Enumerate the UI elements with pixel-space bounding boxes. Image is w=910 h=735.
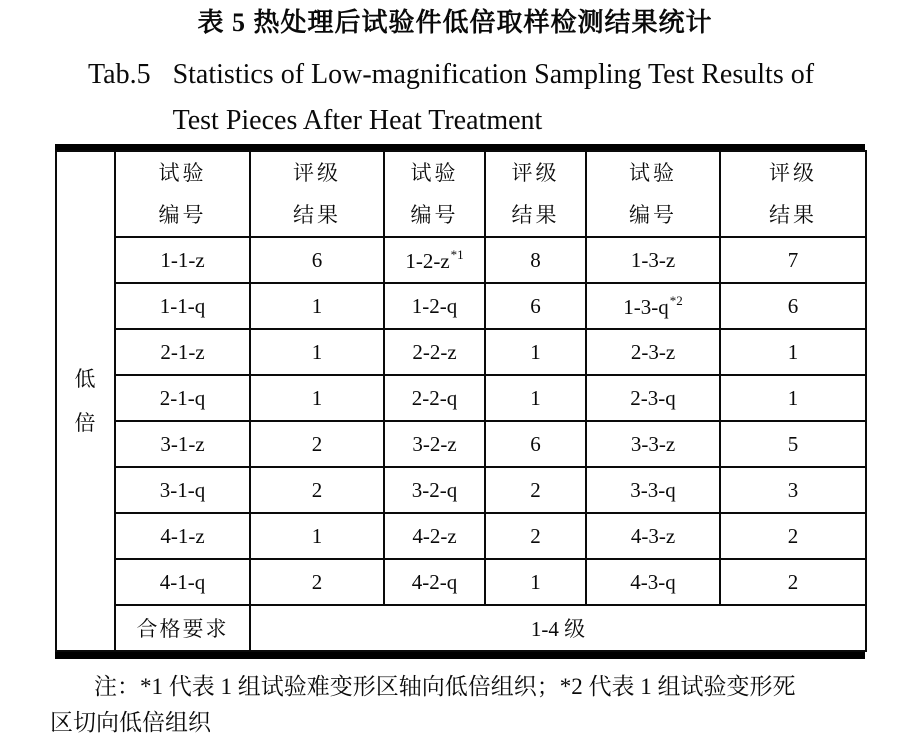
cell-test-id	[384, 513, 485, 559]
cell-text: 4-1-q	[159, 569, 206, 594]
pass-requirement-value: 1-4 级	[250, 605, 866, 651]
pass-requirement-label: 合格要求	[115, 605, 250, 651]
row-group-label-char: 倍	[74, 411, 97, 435]
header-cell	[384, 151, 485, 237]
cell-rating	[485, 421, 586, 467]
cell-text: 2-1-q	[159, 385, 206, 410]
table-row	[56, 237, 866, 283]
cell-rating	[250, 375, 384, 421]
cell-rating	[250, 329, 384, 375]
cell-test-id	[115, 513, 250, 559]
cell-test-id	[115, 237, 250, 283]
cell-test-id	[586, 237, 720, 283]
cell-text: 2-3-q	[630, 385, 676, 410]
cell-text: 2	[787, 523, 799, 548]
table-title-en-line1: Statistics of Low-magnification Sampling Test Results of	[172, 59, 815, 90]
cell-rating	[250, 283, 384, 329]
cell-rating	[485, 513, 586, 559]
cell-text: 1-1-q	[159, 293, 206, 318]
cell-text: 4-3-z	[630, 523, 676, 548]
cell-text: 5	[787, 431, 799, 456]
table-title-en-text	[173, 52, 814, 144]
cell-test-id	[384, 375, 485, 421]
cell-text: 1	[311, 523, 323, 548]
cell-test-id	[115, 467, 250, 513]
cell-rating	[485, 329, 586, 375]
header-cell	[586, 151, 720, 237]
footnote-line2: 区切向低倍组织	[50, 710, 211, 735]
cell-text: 2-1-z	[160, 339, 205, 364]
cell-rating	[720, 513, 866, 559]
cell-text: 1	[311, 339, 323, 364]
cell-text: 1	[787, 339, 799, 364]
cell-text: 1-3-q	[623, 294, 669, 319]
cell-test-id	[586, 513, 720, 559]
table-title-zh: 表 5 热处理后试验件低倍取样检测结果统计	[197, 8, 713, 37]
cell-test-id	[586, 283, 720, 329]
cell-text: 8	[530, 247, 541, 272]
cell-text: 3-2-z	[412, 431, 457, 456]
cell-text: 3-2-q	[411, 477, 458, 502]
cell-test-id	[115, 421, 250, 467]
cell-test-id	[115, 329, 250, 375]
cell-rating	[485, 559, 586, 605]
table-title-en	[88, 52, 910, 144]
cell-text: 2	[530, 523, 541, 548]
cell-text: 1-3-z	[630, 247, 676, 272]
cell-text: 1-2-q	[411, 293, 458, 318]
cell-text: 6	[530, 293, 541, 318]
results-table-body	[56, 151, 866, 651]
cell-text: 2-2-q	[411, 385, 458, 410]
cell-text: 1	[787, 385, 799, 410]
header-line2: 结果	[511, 203, 560, 227]
cell-text: 2	[311, 477, 323, 502]
table-row	[56, 421, 866, 467]
table-row	[56, 283, 866, 329]
table-number-label: Tab.5	[88, 59, 151, 90]
cell-rating	[485, 467, 586, 513]
cell-rating	[720, 237, 866, 283]
header-line1: 评级	[769, 161, 817, 185]
header-line2: 结果	[293, 203, 341, 227]
cell-text: 4-2-z	[412, 523, 457, 548]
cell-rating	[485, 237, 586, 283]
cell-text: 6	[530, 431, 541, 456]
cell-test-id	[384, 283, 485, 329]
table-row	[56, 467, 866, 513]
cell-test-id	[384, 421, 485, 467]
table-title-en-line2: Test Pieces After Heat Treatment	[172, 105, 543, 136]
cell-rating	[250, 513, 384, 559]
cell-test-id	[586, 375, 720, 421]
header-line1: 试验	[629, 161, 677, 185]
footnote	[50, 669, 865, 735]
cell-test-id	[384, 467, 485, 513]
cell-rating	[250, 237, 384, 283]
cell-test-id	[115, 375, 250, 421]
cell-text: 3-1-q	[159, 477, 206, 502]
cell-text: 1-2-z	[405, 248, 450, 273]
cell-rating	[485, 283, 586, 329]
table-row	[56, 329, 866, 375]
cell-rating	[720, 421, 866, 467]
cell-test-id	[586, 467, 720, 513]
cell-text: 1	[311, 385, 323, 410]
cell-text: 1	[530, 385, 541, 410]
header-line1: 评级	[511, 161, 560, 185]
header-cell	[115, 151, 250, 237]
table-header-row	[56, 151, 866, 237]
cell-rating	[720, 559, 866, 605]
cell-rating	[250, 421, 384, 467]
cell-text: 4-1-z	[160, 523, 205, 548]
header-cell	[720, 151, 866, 237]
results-table	[55, 150, 867, 652]
cell-text: 1	[530, 569, 541, 594]
cell-text: 4-2-q	[411, 569, 458, 594]
cell-text: 4-3-q	[630, 569, 676, 594]
cell-text: 1-1-z	[160, 247, 205, 272]
cell-text: 1	[530, 339, 541, 364]
cell-test-id	[586, 421, 720, 467]
cell-test-id	[384, 329, 485, 375]
footnote-marker: *2	[669, 292, 683, 308]
header-line2: 结果	[769, 203, 817, 227]
cell-text: 2	[311, 569, 323, 594]
header-line1: 试验	[158, 161, 207, 185]
cell-text: 2	[530, 477, 541, 502]
cell-text: 3-3-z	[630, 431, 676, 456]
cell-text: 2	[787, 569, 799, 594]
cell-rating	[720, 283, 866, 329]
results-table-frame	[55, 144, 865, 659]
header-line1: 试验	[410, 161, 459, 185]
table-row	[56, 375, 866, 421]
cell-test-id	[115, 283, 250, 329]
header-line2: 编号	[629, 203, 677, 227]
pass-requirement-row	[56, 605, 866, 651]
cell-text: 1	[311, 293, 323, 318]
footnote-line1: 注：*1 代表 1 组试验难变形区轴向低倍组织；*2 代表 1 组试验变形死	[94, 674, 796, 699]
cell-test-id	[586, 559, 720, 605]
cell-test-id	[384, 559, 485, 605]
cell-text: 2	[311, 431, 323, 456]
cell-text: 2-2-z	[412, 339, 457, 364]
header-line2: 编号	[158, 203, 207, 227]
cell-text: 2-3-z	[630, 339, 676, 364]
cell-text: 3-3-q	[630, 477, 676, 502]
cell-test-id	[384, 237, 485, 283]
cell-test-id	[586, 329, 720, 375]
footnote-marker: *1	[450, 246, 464, 262]
cell-text: 3	[787, 477, 799, 502]
row-group-label	[56, 151, 115, 651]
table-row	[56, 559, 866, 605]
cell-test-id	[115, 559, 250, 605]
cell-text: 6	[787, 293, 799, 318]
header-line2: 编号	[410, 203, 459, 227]
header-line1: 评级	[293, 161, 341, 185]
row-group-label-char: 低	[74, 367, 97, 391]
cell-rating	[720, 467, 866, 513]
cell-rating	[250, 559, 384, 605]
cell-text: 3-1-z	[160, 431, 205, 456]
cell-rating	[720, 375, 866, 421]
header-cell	[250, 151, 384, 237]
table-row	[56, 513, 866, 559]
cell-rating	[485, 375, 586, 421]
cell-text: 6	[311, 247, 323, 272]
cell-text: 7	[787, 247, 799, 272]
cell-rating	[250, 467, 384, 513]
cell-rating	[720, 329, 866, 375]
header-cell	[485, 151, 586, 237]
